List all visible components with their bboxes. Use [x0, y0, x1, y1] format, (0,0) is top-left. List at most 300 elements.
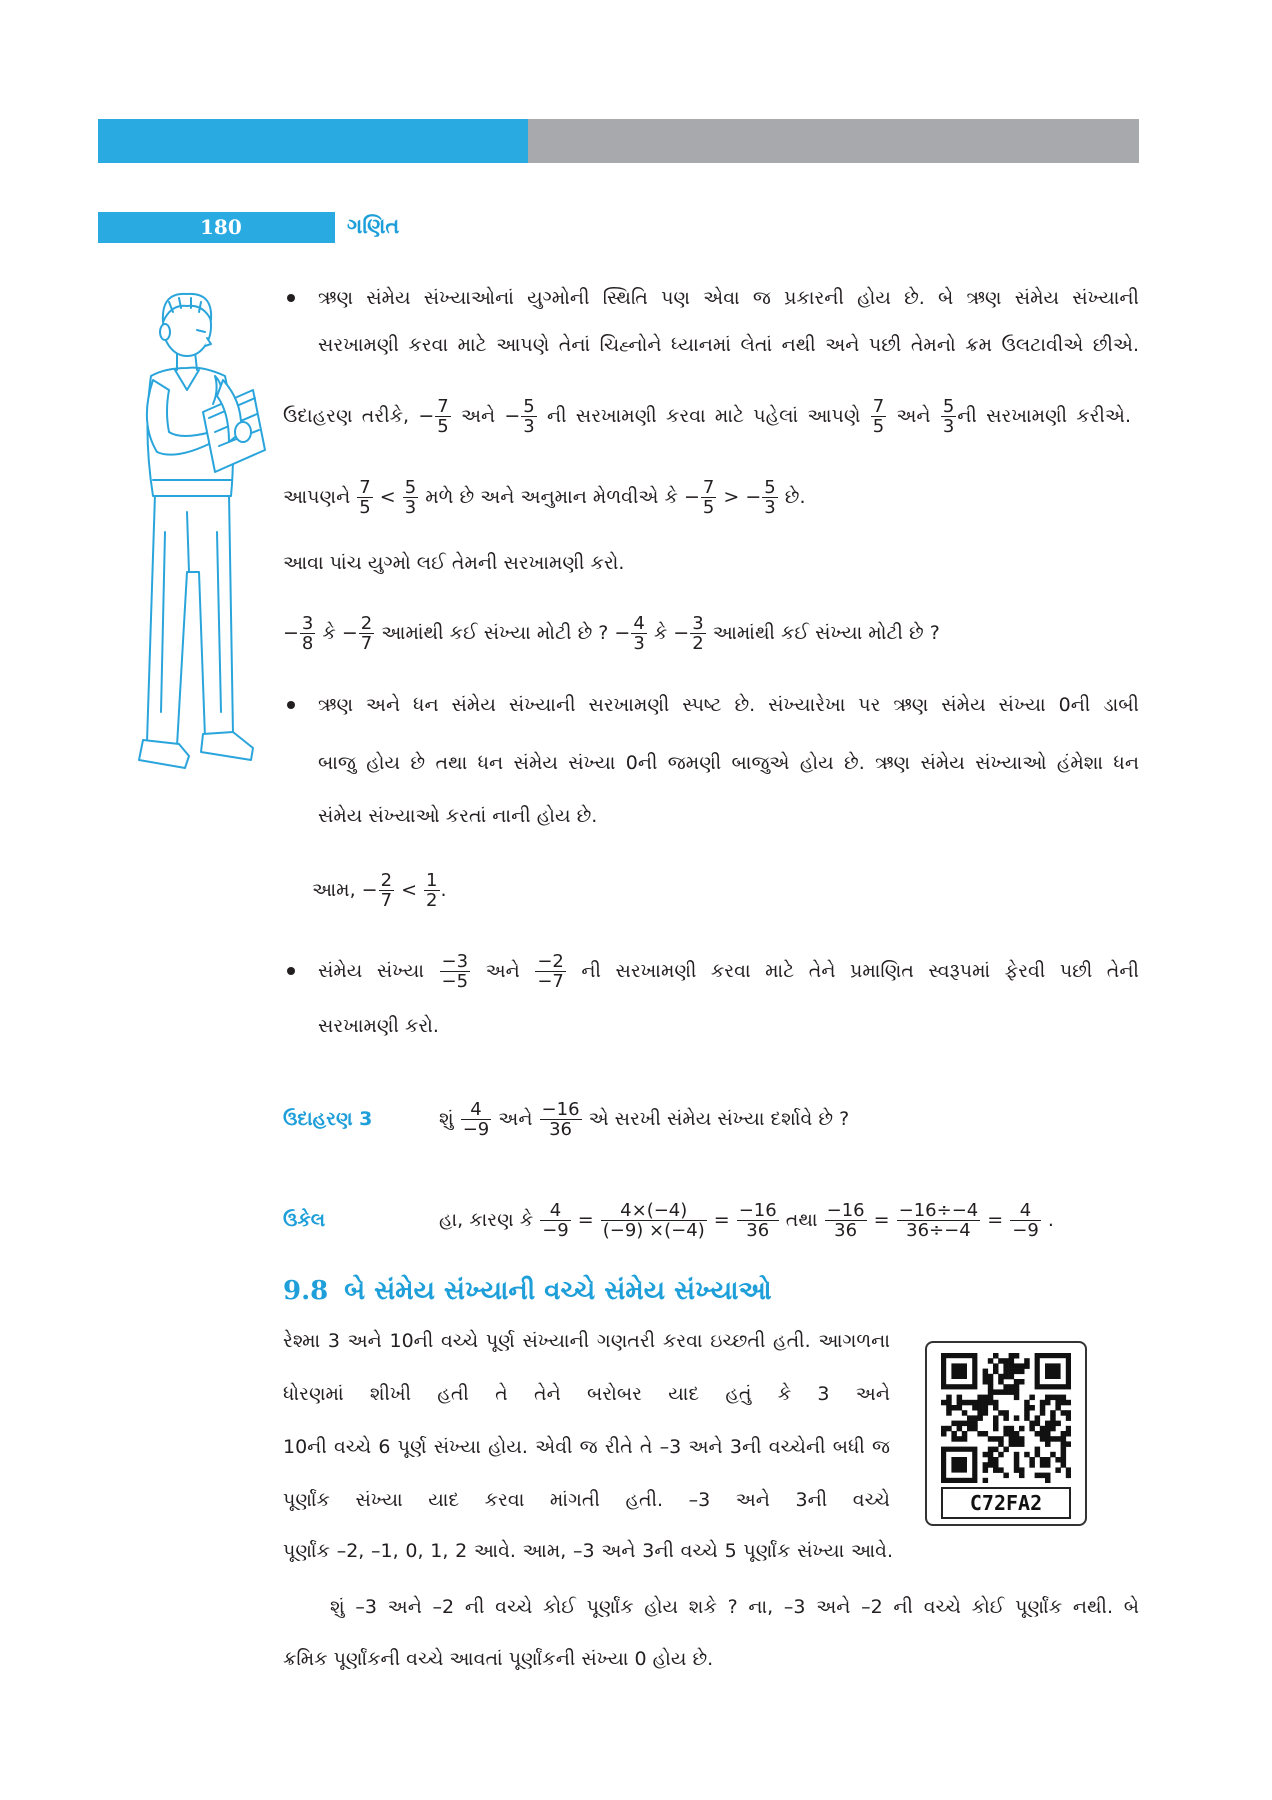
- qr-module: [1055, 1400, 1061, 1406]
- qr-module: [1024, 1410, 1030, 1416]
- qr-module: [957, 1395, 963, 1401]
- qr-module: [1045, 1363, 1061, 1379]
- qr-module: [1019, 1441, 1025, 1447]
- qr-module: [1029, 1426, 1035, 1432]
- numerator: 7: [702, 477, 715, 498]
- fraction: [871, 397, 886, 436]
- qr-module: [983, 1467, 989, 1473]
- qr-module: [1014, 1462, 1020, 1468]
- inference-line: [283, 475, 806, 519]
- qr-module: [993, 1457, 999, 1463]
- text-segment: એ સરખી સંમેય સંખ્યા દર્શાવે છે ?: [582, 1108, 850, 1130]
- denominator: 5: [359, 497, 371, 518]
- qr-module: [993, 1363, 999, 1369]
- qr-module: [1003, 1473, 1009, 1479]
- fraction: [359, 614, 374, 653]
- qr-module: [983, 1431, 989, 1437]
- qr-module: [972, 1415, 978, 1421]
- text-segment: શું: [439, 1108, 460, 1130]
- section-paragraph-line: ધોરણમાં શીખી હતી તે તેને બરોબર યાદ હતું કે 3 અને: [283, 1383, 890, 1405]
- fraction: [300, 614, 315, 653]
- equals-sign: =: [867, 1209, 896, 1231]
- numerator: 4: [461, 1100, 492, 1120]
- fraction: [737, 1201, 779, 1240]
- qr-module: [962, 1421, 968, 1427]
- qr-module: [1040, 1436, 1046, 1442]
- qr-module: [1050, 1415, 1056, 1421]
- qr-module: [977, 1405, 983, 1411]
- qr-module: [983, 1395, 989, 1401]
- qr-module: [983, 1410, 989, 1416]
- qr-module: [1040, 1457, 1046, 1463]
- denominator: 36: [834, 1220, 858, 1241]
- qr-module: [988, 1395, 994, 1401]
- numerator: −16: [738, 1200, 777, 1221]
- right-shoe: [201, 732, 253, 760]
- qr-module: [957, 1421, 963, 1427]
- qr-module: [972, 1400, 978, 1406]
- bullet1-line1: ઋણ સંમેય સંખ્યાઓનાં યુગ્મોની સ્થિતિ પણ એવા જ પ્રકારની હોય છે. બે ઋણ સંમેય સંખ્યાની: [318, 287, 1139, 309]
- qr-module: [951, 1431, 957, 1437]
- qr-module: [1066, 1473, 1071, 1479]
- qr-module: [941, 1400, 947, 1406]
- qr-module: [983, 1374, 989, 1380]
- qr-module: [946, 1400, 952, 1406]
- fraction: [897, 1201, 981, 1240]
- qr-module: [993, 1415, 999, 1421]
- denominator: 2: [426, 890, 438, 911]
- qr-module: [1014, 1369, 1020, 1375]
- example3-question: [439, 1097, 849, 1141]
- qr-module: [988, 1462, 994, 1468]
- qr-module: [983, 1478, 989, 1483]
- section-number: 9.8: [283, 1276, 329, 1306]
- denominator: 36: [549, 1119, 572, 1140]
- qr-module: [1061, 1410, 1067, 1416]
- qr-module: [1066, 1410, 1071, 1416]
- qr-module: [1035, 1431, 1041, 1437]
- denominator: 36÷−4: [906, 1220, 971, 1241]
- numerator: −16: [541, 1099, 580, 1120]
- text-segment: સંમેય સંખ્યા: [318, 960, 439, 982]
- denominator: 7: [360, 633, 373, 654]
- qr-module: [957, 1405, 963, 1411]
- fraction: [521, 397, 536, 436]
- qr-module: [1050, 1395, 1056, 1401]
- qr-module: [1003, 1431, 1009, 1437]
- question-line: [283, 611, 940, 655]
- qr-module: [1003, 1410, 1009, 1416]
- page-number: 180: [200, 215, 242, 239]
- qr-module: [977, 1431, 983, 1437]
- text-segment: અને −: [451, 405, 521, 427]
- qr-module: [1050, 1452, 1056, 1458]
- text-segment: મળે છે અને અનુમાન મેળવીએ કે −: [419, 486, 700, 508]
- qr-module: [1050, 1436, 1056, 1442]
- qr-module: [993, 1421, 999, 1427]
- qr-module: [1045, 1400, 1051, 1406]
- qr-module: [1035, 1452, 1041, 1458]
- section-paragraph-line: પૂર્ણાંક સંખ્યા યાદ કરવા માંગતી હતી. –3 અને 3ની વચ્ચે: [283, 1489, 890, 1511]
- qr-module: [972, 1405, 978, 1411]
- fraction: [825, 1201, 867, 1240]
- qr-module: [1061, 1457, 1067, 1463]
- qr-module: [951, 1457, 967, 1473]
- qr-module: [1040, 1473, 1046, 1479]
- bullet-icon: [287, 967, 295, 975]
- qr-module: [1009, 1363, 1015, 1369]
- qr-module: [1009, 1384, 1015, 1390]
- qr-module: [993, 1405, 999, 1411]
- fraction: [762, 478, 777, 517]
- qr-module: [993, 1467, 999, 1473]
- qr-module: [1029, 1405, 1035, 1411]
- qr-module: [1045, 1436, 1051, 1442]
- qr-module: [1019, 1436, 1025, 1442]
- equals-sign: =: [981, 1209, 1010, 1231]
- text-segment: તથા: [779, 1209, 824, 1231]
- qr-module: [1024, 1358, 1030, 1364]
- fraction: [403, 478, 418, 517]
- fraction: [461, 1100, 492, 1139]
- denominator: −7: [537, 971, 564, 992]
- qr-module: [1066, 1431, 1071, 1437]
- solution-label: ઉકેલ: [283, 1209, 326, 1231]
- boy-reading-book-icon: [125, 272, 275, 792]
- denominator: −9: [462, 1119, 490, 1140]
- qr-module: [1009, 1358, 1015, 1364]
- qr-module: [1045, 1395, 1051, 1401]
- qr-module: [1003, 1358, 1009, 1364]
- qr-module: [1055, 1421, 1061, 1427]
- numerator: 3: [692, 613, 704, 634]
- qr-module: [946, 1395, 952, 1401]
- qr-module: [993, 1447, 999, 1453]
- qr-module: [998, 1389, 1004, 1395]
- fraction: [540, 1100, 582, 1139]
- qr-module: [993, 1436, 999, 1442]
- qr-module: [977, 1395, 983, 1401]
- qr-module: [946, 1410, 952, 1416]
- qr-module: [1014, 1353, 1020, 1359]
- numerator: 4: [633, 613, 645, 634]
- qr-module: [998, 1410, 1004, 1416]
- qr-module: [1050, 1410, 1056, 1416]
- qr-module: [1066, 1467, 1071, 1473]
- section-heading: [283, 1269, 772, 1313]
- fraction: [535, 952, 566, 991]
- qr-module: [998, 1441, 1004, 1447]
- qr-module: [1061, 1441, 1067, 1447]
- text-segment: અને: [492, 1108, 539, 1130]
- bullet3-line1: [318, 949, 1139, 993]
- qr-module: [967, 1415, 973, 1421]
- qr-module: [1019, 1473, 1025, 1479]
- qr-module: [967, 1421, 973, 1427]
- qr-module: [1009, 1436, 1015, 1442]
- qr-module: [1040, 1431, 1046, 1437]
- qr-module: [1061, 1452, 1067, 1458]
- denominator: 5: [872, 416, 885, 437]
- qr-module: [1055, 1395, 1061, 1401]
- qr-module: [1045, 1478, 1051, 1483]
- qr-module: [1014, 1431, 1020, 1437]
- qr-module: [1029, 1395, 1035, 1401]
- numerator: −3: [441, 951, 469, 972]
- qr-module: [1040, 1400, 1046, 1406]
- qr-module: [977, 1415, 983, 1421]
- fraction: [941, 397, 956, 436]
- qr-module: [1009, 1431, 1015, 1437]
- qr-module: [1003, 1384, 1009, 1390]
- text-segment: કે −: [316, 622, 358, 644]
- qr-module: [993, 1462, 999, 1468]
- qr-module: [983, 1405, 989, 1411]
- qr-module: [1040, 1405, 1046, 1411]
- qr-module: [1003, 1447, 1009, 1453]
- qr-module: [957, 1426, 963, 1432]
- qr-module: [1045, 1473, 1051, 1479]
- qr-module: [1029, 1457, 1035, 1463]
- equals-sign: =: [707, 1209, 736, 1231]
- qr-module: [1009, 1426, 1015, 1432]
- fraction: [540, 1201, 571, 1240]
- qr-module: [988, 1358, 994, 1364]
- numerator: 7: [359, 477, 371, 498]
- qr-module: [1014, 1395, 1020, 1401]
- subject-title: ગણિત: [347, 214, 400, 238]
- qr-module: [993, 1353, 999, 1359]
- qr-module: [1014, 1452, 1020, 1458]
- denominator: −5: [441, 971, 469, 992]
- qr-module: [1009, 1389, 1015, 1395]
- qr-module: [993, 1426, 999, 1432]
- qr-module: [1024, 1405, 1030, 1411]
- numerator: 3: [301, 613, 314, 634]
- qr-module: [1014, 1467, 1020, 1473]
- qr-module: [972, 1426, 978, 1432]
- qr-module: [988, 1379, 994, 1385]
- qr-module: [1009, 1369, 1015, 1375]
- qr-module: [1035, 1415, 1041, 1421]
- solution-line: [439, 1198, 1054, 1242]
- numerator: 5: [942, 396, 955, 417]
- qr-module: [1055, 1467, 1061, 1473]
- section-paragraph-line: રેશ્મા 3 અને 10ની વચ્ચે પૂર્ણ સંખ્યાની ગણતરી કરવા ઇચ્છતી હતી. આગળના: [283, 1330, 890, 1352]
- qr-module: [993, 1369, 999, 1375]
- qr-module: [1014, 1415, 1020, 1421]
- text-segment: આમાંથી કઈ સંખ્યા મોટી છે ? −: [375, 622, 631, 644]
- numerator: 2: [380, 870, 393, 891]
- example3-label: ઉદાહરણ 3: [283, 1108, 373, 1130]
- qr-module: [951, 1436, 957, 1442]
- denominator: 36: [746, 1220, 770, 1241]
- qr-module: [1009, 1374, 1015, 1380]
- text-segment: <: [395, 879, 424, 901]
- bullet2-line3: સંમેય સંખ્યાઓ કરતાં નાની હોય છે.: [318, 805, 598, 827]
- qr-code-label: C72FA2: [941, 1487, 1071, 1519]
- qr-module: [946, 1405, 952, 1411]
- equals-sign: =: [571, 1209, 600, 1231]
- qr-module: [967, 1400, 973, 1406]
- bullet-icon: [287, 294, 295, 302]
- text-segment: −: [283, 622, 299, 644]
- qr-module: [1061, 1447, 1067, 1453]
- qr-module: [1024, 1415, 1030, 1421]
- qr-module: [977, 1400, 983, 1406]
- qr-module: [1045, 1441, 1051, 1447]
- text-segment: આપણને: [283, 486, 357, 508]
- qr-module: [972, 1421, 978, 1427]
- closing-line2: ક્રમિક પૂર્ણાંકની વચ્ચે આવતાં પૂર્ણાંકની સંખ્યા 0 હોય છે.: [283, 1648, 714, 1670]
- qr-module: [1045, 1431, 1051, 1437]
- qr-module: [1024, 1400, 1030, 1406]
- qr-module: [1014, 1436, 1020, 1442]
- qr-module: [941, 1426, 947, 1432]
- numerator: 4: [1010, 1201, 1041, 1221]
- text-segment: અને: [471, 960, 535, 982]
- qr-module: [1050, 1426, 1056, 1432]
- qr-module: [1024, 1363, 1030, 1369]
- text-segment: > −: [717, 486, 762, 508]
- qr-module: [962, 1400, 968, 1406]
- qr-module: [962, 1431, 968, 1437]
- qr-module: [1019, 1379, 1025, 1385]
- qr-module: [998, 1379, 1004, 1385]
- qr-module: [1019, 1363, 1025, 1369]
- fraction: [701, 478, 716, 517]
- section-title: બે સંમેય સંખ્યાની વચ્ચે સંમેય સંખ્યાઓ: [344, 1276, 772, 1306]
- qr-module: [988, 1374, 994, 1380]
- qr-module: [1045, 1462, 1051, 1468]
- qr-module: [1061, 1400, 1067, 1406]
- denominator: 3: [523, 416, 535, 437]
- qr-module: [988, 1384, 994, 1390]
- example-line: [283, 394, 1131, 438]
- qr-module: [946, 1426, 952, 1432]
- top-bar-gray: [528, 119, 1139, 163]
- qr-module: [1045, 1426, 1051, 1432]
- qr-module: [1003, 1369, 1009, 1375]
- text-segment: કે −: [647, 622, 690, 644]
- qr-module: [1045, 1421, 1051, 1427]
- qr-module: [1061, 1462, 1067, 1468]
- denominator: 5: [702, 497, 715, 518]
- fraction: [357, 478, 372, 517]
- qr-module: [951, 1363, 967, 1379]
- fraction: [440, 952, 471, 991]
- qr-module: [993, 1400, 999, 1406]
- qr-module: [1014, 1389, 1020, 1395]
- qr-module: [1029, 1462, 1035, 1468]
- qr-module: [1066, 1441, 1071, 1447]
- qr-module: [1019, 1369, 1025, 1375]
- qr-module: [977, 1410, 983, 1416]
- text-segment: ની સરખામણી કરવા માટે તેને પ્રમાણિત સ્વરૂપમાં ફેરવી પછી તેની: [566, 960, 1139, 982]
- qr-module: [1009, 1441, 1015, 1447]
- qr-module: [1066, 1426, 1071, 1432]
- fraction: [424, 871, 439, 910]
- qr-module: [1040, 1426, 1046, 1432]
- qr-module: [1035, 1473, 1041, 1479]
- denominator: 2: [692, 633, 704, 654]
- qr-module: [983, 1462, 989, 1468]
- text-segment: ની સરખામણી કરવા માટે પહેલાં આપણે: [537, 405, 870, 427]
- numerator: 1: [426, 870, 438, 891]
- numerator: 7: [872, 396, 885, 417]
- qr-module: [1003, 1389, 1009, 1395]
- fraction: [601, 1201, 707, 1240]
- qr-module: [1066, 1415, 1071, 1421]
- qr-module: [1055, 1436, 1061, 1442]
- qr-module: [988, 1389, 994, 1395]
- numerator: 4×(−4): [601, 1201, 707, 1221]
- qr-module: [983, 1379, 989, 1385]
- bullet3-line2: સરખામણી કરો.: [318, 1015, 439, 1037]
- numerator: −16: [826, 1200, 865, 1221]
- numerator: 5: [764, 477, 776, 498]
- qr-module: [1050, 1421, 1056, 1427]
- qr-module: [1055, 1405, 1061, 1411]
- denominator: 3: [633, 633, 645, 654]
- text-segment: .: [1041, 1209, 1054, 1231]
- fraction: [1010, 1201, 1041, 1240]
- fraction: [379, 871, 394, 910]
- qr-module: [1014, 1384, 1020, 1390]
- text-segment: હા, કારણ કે: [439, 1209, 540, 1231]
- denominator: (−9) ×(−4): [602, 1220, 705, 1241]
- denominator: 3: [404, 497, 417, 518]
- hand: [235, 422, 251, 442]
- qr-module: [983, 1452, 989, 1458]
- text-segment: ની સરખામણી કરીએ.: [957, 405, 1132, 427]
- left-shoe: [139, 740, 189, 768]
- qr-module: [962, 1410, 968, 1416]
- qr-module: [1014, 1379, 1020, 1385]
- qr-module: [1055, 1457, 1061, 1463]
- qr-module: [1024, 1452, 1030, 1458]
- section-paragraph-line: 10ની વચ્ચે 6 પૂર્ણ સંખ્યા હોય. એવી જ રીતે તે –3 અને 3ની વચ્ચેની બધી જ: [283, 1436, 890, 1458]
- text-segment: આમાંથી કઈ સંખ્યા મોટી છે ?: [706, 622, 940, 644]
- text-segment: આમ, −: [312, 879, 378, 901]
- text-segment: <: [373, 486, 402, 508]
- qr-module: [1035, 1421, 1041, 1427]
- numerator: 7: [437, 396, 449, 417]
- ear: [160, 324, 170, 340]
- top-bar-blue: [98, 119, 528, 163]
- qr-module: [1009, 1353, 1015, 1359]
- denominator: 7: [380, 890, 393, 911]
- qr-module: [1061, 1395, 1067, 1401]
- qr-module: [998, 1358, 1004, 1364]
- bullet-icon: [287, 701, 295, 709]
- qr-module: [1019, 1467, 1025, 1473]
- qr-module: [1029, 1421, 1035, 1427]
- denominator: −9: [542, 1220, 569, 1241]
- qr-module: [1040, 1410, 1046, 1416]
- qr-module: [967, 1426, 973, 1432]
- qr-module: [1003, 1426, 1009, 1432]
- qr-module: [998, 1452, 1004, 1458]
- section-paragraph-line: પૂર્ણાંક –2, –1, 0, 1, 2 આવે. આમ, –3 અને 3ની વચ્ચે 5 પૂર્ણાંક સંખ્યા આવે.: [283, 1540, 893, 1562]
- denominator: 5: [437, 416, 449, 437]
- qr-module: [988, 1457, 994, 1463]
- fraction: [631, 614, 646, 653]
- qr-module: [988, 1436, 994, 1442]
- qr-module: [1035, 1447, 1041, 1453]
- qr-module: [1066, 1400, 1071, 1406]
- qr-code-icon: [941, 1353, 1071, 1483]
